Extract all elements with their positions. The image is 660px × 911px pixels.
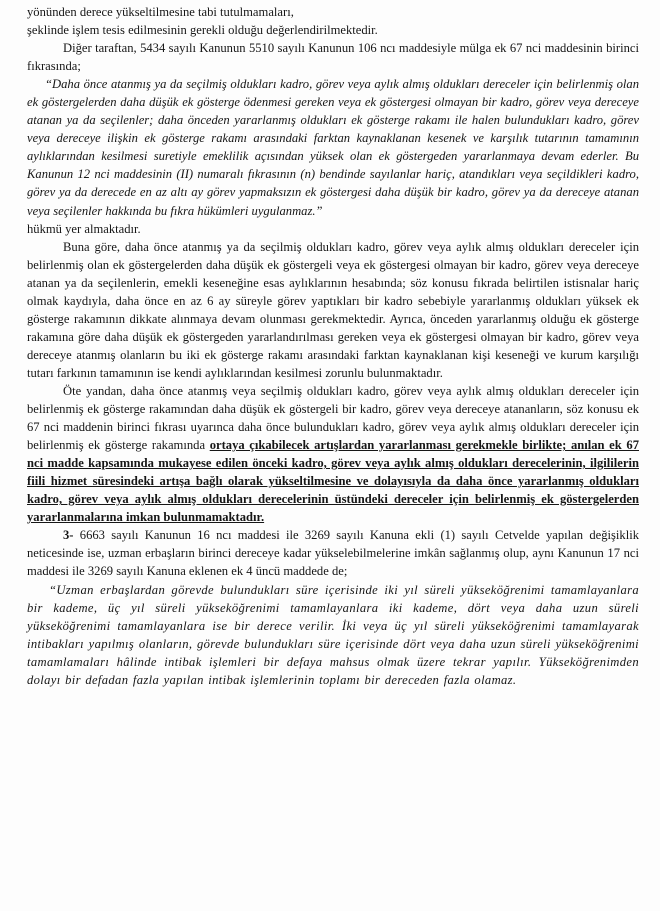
emphasized-text: ortaya çıkabilecek artışlardan yararlanması gerekmekle birlikte; anılan ek 67 nci madde kapsamında mukayese edilen önceki kadro, görev veya aylık almış oldukları derecelerinin, ilgililerin fiili hizmet süresindeki artışa bağlı olarak yükseltilmesine ve dolayısıyla da daha önce yararlanmış oldukları kadro, görev veya aylık almış oldukları derecelerinin üstündeki dereceler için belirlenmiş ek göstergelerden yararlanmalarına imkan bulunmamaktadır. (27, 438, 639, 525)
quoted-provision: “Uzman erbaşlardan görevde bulundukları süre içerisinde iki yıl süreli yükseköğrenimi tamamlayanlara bir kademe, üç yıl süreli yükseköğrenimi tamamlayanlara iki kademe, dört veya daha uzun süreli yükseköğrenimi tamamlayanlara ise bir derece verilir. İki veya üç yıl süreli yükseköğrenimi tamamlayarak intibakları yapılmış olanların, görevde bulundukları süre içerisinde dört veya daha uzun süreli yükseköğrenimi tamamlamaları hâlinde intibak işlemleri bir defaya mahsus olmak üzere tekrar yapılır. Yükseköğrenimden dolayı bir defadan fazla yapılan intibak işlemlerinin toplamı bir dereceden fazla olamaz. (27, 582, 639, 687)
paragraph-text: Öte yandan, daha önce atanmış veya seçilmiş oldukları kadro, görev veya aylık almış oldukları dereceler için belirlenmiş ek gösterge rakamından daha düşük ek göstergeli bir kadro, görev veya dereceye atananların, söz konusu ek 67 nci maddenin birinci fıkrası uyarınca daha önce bulundukları kadro, görev veya aylık almış oldukları dereceler için belirlenmiş ek gösterge rakamında (27, 383, 639, 453)
paragraph: Diğer taraftan, 5434 sayılı Kanunun 5510 sayılı Kanunun 106 ncı maddesiyle mülga ek 67 nci maddesinin birinci fıkrasında; (27, 41, 639, 74)
item-text: 6663 sayılı Kanunun 16 ncı maddesi ile 3269 sayılı Kanuna ekli (1) sayılı Cetvelde yapılan değişiklik neticesinde ise, uzman erbaşların birinci dereceye kadar yükselebilmelerine imkân sağlanmış olup, aynı Kanunun 17 nci maddesi ile 3269 sayılı Kanuna eklenen ek 4 üncü maddede de; (27, 528, 639, 579)
item-number: 3- (63, 528, 74, 543)
paragraph-with-emphasis (27, 382, 639, 526)
paragraph: Buna göre, daha önce atanmış ya da seçilmiş oldukları kadro, görev veya aylık almış oldukları dereceler için belirlenmiş olan ek göstergelerden daha düşük ek göstergeli veya ek göstergesi olmayan bir kadro, görev veya dereceye atanan ya da seçilenlerin, emekli keseneğine esas aylıklarının hesabında; söz konusu fıkrada belirtilen istisnalar hariç olmak kaydıyla, daha önce en az 6 ay süreyle görev yaptıkları bir kadro sebebiyle yararlanmış oldukları yüksek ek gösterge rakamının dikkate alınmaya devam olunması gerekmektedir. Ayrıca, önceden yararlanmış olduğu ek gösterge rakamına göre daha düşük ek göstergeden yararlandırılması gereken veya ek göstergesi olmayan bir kadro, görev veya dereceye atanmış olanların bu iki ek gösterge rakamı arasındaki farktan kaynaklanan kişi keseneği ve kurum karşılığı tutarı farkının tamamının ise kendi aylıklarından kesilmesi zorunlu bulunmaktadır. (27, 239, 639, 380)
numbered-item (27, 526, 639, 580)
text-line: yönünden derece yükseltilmesine tabi tutulmamaları, (27, 5, 294, 19)
text-line: hükmü yer almaktadır. (27, 221, 141, 236)
quoted-provision: “Daha önce atanmış ya da seçilmiş oldukları kadro, görev veya aylık almış oldukları dereceler için belirlenmiş olan ek göstergelerden daha düşük ek gösterge ödenmesi gereken veya ek göstergesi olmayan bir kadro, görev veya dereceye atanan ya da seçilenler; daha önceden yararlanmış oldukları ek gösterge rakamı ile halen bulundukları kadro, görev veya dereceye ilişkin ek gösterge rakamı arasındaki farktan kaynaklanan kesenek ve karşılık tutarının tamamının aylıklarından kesilmesi suretiyle emeklilik açısından yüksek olan ek göstergeden yararlanmaya devam ederler. Bu Kanunun 12 nci maddesinin (II) numaralı fıkrasının (n) bendinde sayılanlar hariç, atandıkları veya seçildikleri kadro, görev ya da derecede en az altı ay görev yapmaksızın ek göstergesi daha düşük bir kadro, görev ya da dereceye atanan veya seçilenler hakkında bu fıkra hükümleri uygulanmaz.” (27, 77, 639, 218)
text-line: şeklinde işlem tesis edilmesinin gerekli olduğu değerlendirilmektedir. (27, 23, 378, 38)
document-body (27, 3, 639, 689)
